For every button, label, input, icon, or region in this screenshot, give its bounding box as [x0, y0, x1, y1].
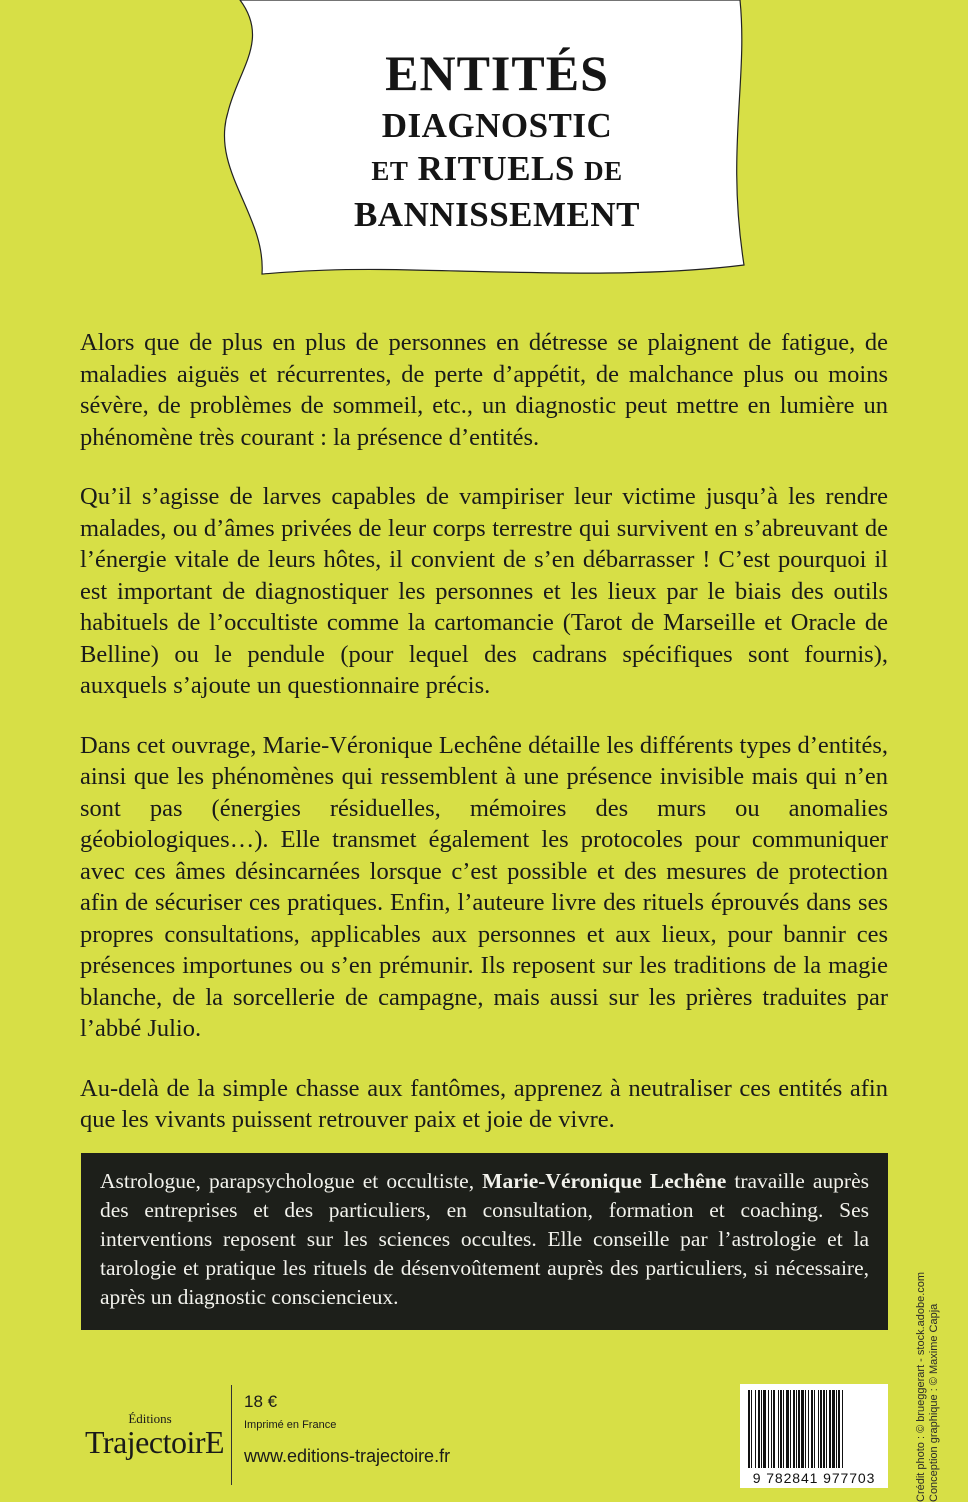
barcode-bar: [811, 1390, 813, 1468]
barcode-bar: [836, 1390, 837, 1468]
barcode: [740, 1384, 888, 1472]
title-line-rituels: [262, 147, 732, 193]
barcode-bar: [751, 1390, 752, 1468]
bio-rest: travaille auprès des entreprises et des particuliers, en consultation, formation et coaching. Ses interventions reposent sur les sciences occultes. Elle conseille par l’astrologie et la tarologie et pratique les rituels de désenvoûtement auprès des particuliers, si nécessaire, après un diagnostic consciencieux.: [100, 1169, 869, 1309]
description-paragraph-4: Au-delà de la simple chasse aux fantômes, apprenez à neutraliser ces entités afin que les vivants puissent retrouver paix et joie de vivre.: [80, 1074, 888, 1133]
barcode-bar: [805, 1390, 806, 1468]
barcode-bar: [808, 1390, 809, 1468]
description-paragraph-2: Qu’il s’agisse de larves capables de vampiriser leur victime jusqu’à les rendre malades, ou d’âmes privées de leur corps terrestre qui survivent en s’abreuvant de l’énergie vitale de leurs hôtes, il convient de s’en débarrasser ! C’est pourquoi il est important de diagnostiquer les personnes et les lieux par le biais des outils habituels de l’occultiste comme la cartomancie (Tarot de Marseille et Oracle de Belline) ou le pendule (pour lequel des cadrans spécifiques sont fournis), auxquels s’ajoute un questionnaire précis.: [80, 483, 888, 699]
barcode-bar: [832, 1390, 835, 1468]
barcode-bar: [842, 1390, 843, 1468]
barcode-bar: [773, 1390, 775, 1468]
barcode-bar: [763, 1390, 766, 1468]
credit-design: Conception graphique : © Maxime Capja: [928, 1303, 940, 1502]
barcode-bar: [761, 1390, 762, 1468]
barcode-bar: [820, 1390, 822, 1468]
book-title: [262, 42, 732, 236]
barcode-bar: [801, 1390, 804, 1468]
description: [80, 327, 888, 1164]
barcode-bar: [838, 1390, 840, 1468]
title-line-diagnostic: DIAGNOSTIC: [381, 106, 613, 145]
barcode-bar: [814, 1390, 815, 1468]
bio-intro: Astrologue, parapsychologue et occultiste,: [100, 1169, 483, 1193]
barcode-bar: [748, 1390, 750, 1468]
barcode-bar: [758, 1390, 760, 1468]
barcode-bar: [793, 1390, 795, 1468]
barcode-bar: [780, 1390, 782, 1468]
description-paragraph-3: Dans cet ouvrage, Marie-Véronique Lechêne détaille les différents types d’entités, ainsi que les phénomènes qui ressemblent à une présence invisible mais qui n’en sont pas (énergies résiduelles, mémoires des murs ou anomalies géobiologiques…). Elle transmet également les protocoles pour communiquer avec ces âmes désincarnées lorsque c’est possible et des mesures de protection afin de sécuriser ces pratiques. Enfin, l’auteure livre des rituels éprouvés dans ses propres consultations, applicables aux personnes et aux lieux, pour bannir ces présences importunes ou s’en prémunir. Ils reposent sur les traditions de la magie blanche, de la sorcellerie de campagne, mais aussi sur les prières traduites par l’abbé Julio.: [80, 731, 888, 1042]
barcode-bar: [768, 1390, 769, 1468]
title-rituels: RITUELS: [417, 149, 575, 188]
barcode-bar: [778, 1390, 779, 1468]
barcode-bar: [786, 1390, 789, 1468]
author-bio: [81, 1153, 888, 1330]
barcode-bar: [798, 1390, 800, 1468]
isbn-digits: 9 782841 977703: [740, 1468, 888, 1488]
barcode-bar: [826, 1390, 827, 1468]
barcode-bar: [771, 1390, 772, 1468]
publisher-logo: [85, 1411, 225, 1460]
divider: [231, 1385, 232, 1485]
barcode-bar: [823, 1390, 825, 1468]
website: www.editions-trajectoire.fr: [244, 1446, 451, 1466]
title-de: DE: [584, 156, 623, 186]
title-main: ENTITÉS: [385, 45, 609, 101]
credits: [915, 1192, 943, 1502]
printed-in: Imprimé en France: [244, 1419, 337, 1431]
barcode-bar: [790, 1390, 791, 1468]
description-paragraph-1: Alors que de plus en plus de personnes en détresse se plaignent de fatigue, de maladies aiguës et récurrentes, de perte d’appétit, de malchance plus ou moins sévère, de problèmes de sommeil, etc., un diagnostic peut mettre en lumière un phénomène très courant : la présence d’entités.: [80, 329, 888, 451]
barcode-bar: [783, 1390, 784, 1468]
barcode-bar: [796, 1390, 797, 1468]
title-et: ET: [371, 156, 409, 186]
publisher-label: Éditions: [128, 1411, 172, 1426]
credit-photo: Crédit photo : © brueggerart - stock.adobe.com: [915, 1271, 927, 1502]
barcode-bar: [829, 1390, 831, 1468]
bio-author-name: Marie-Véronique Lechêne: [482, 1169, 727, 1193]
publisher-name: TrajectoirE: [85, 1424, 225, 1460]
barcode-bar: [755, 1390, 756, 1468]
barcode-bar: [818, 1390, 819, 1468]
title-line-bannissement: BANNISSEMENT: [353, 195, 641, 234]
price: 18 €: [244, 1392, 278, 1411]
